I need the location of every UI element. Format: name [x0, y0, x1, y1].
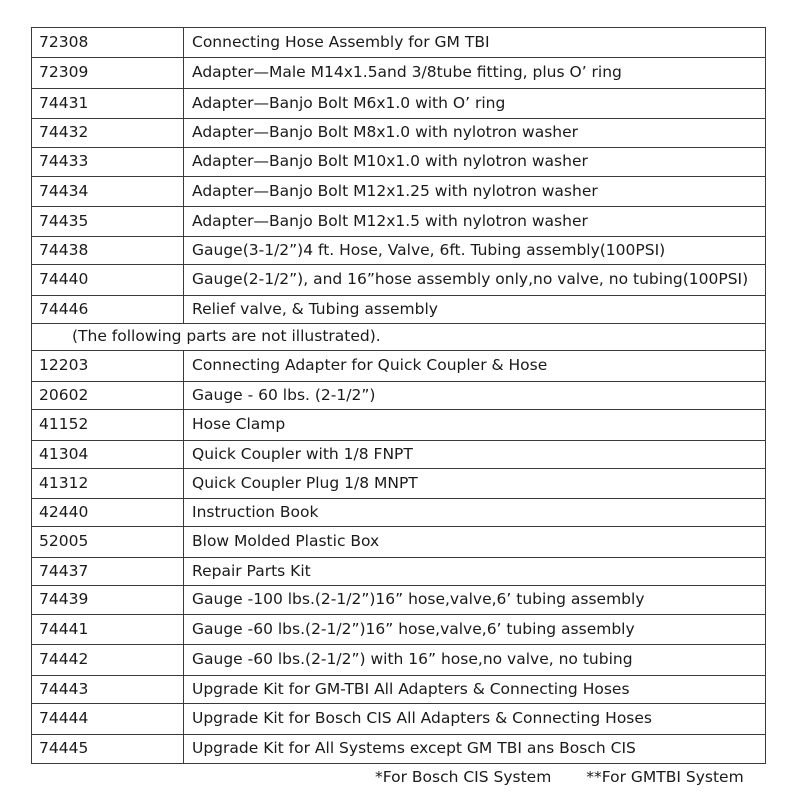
part-description: Quick Coupler Plug 1/8 MNPT: [184, 469, 766, 499]
part-description: Quick Coupler with 1/8 FNPT: [184, 441, 766, 469]
part-description: Adapter—Banjo Bolt M8x1.0 with nylotron washer: [184, 119, 766, 148]
table-row: [32, 469, 766, 499]
table-row: [32, 148, 766, 177]
part-number: 41152: [32, 410, 184, 441]
part-number: 72309: [32, 58, 184, 89]
part-number: 12203: [32, 351, 184, 382]
part-number: 41304: [32, 441, 184, 469]
table-row: [32, 89, 766, 119]
part-number: 74432: [32, 119, 184, 148]
table-row: [32, 177, 766, 207]
table-row: [32, 645, 766, 676]
table-row: [32, 586, 766, 615]
table-row: [32, 119, 766, 148]
part-description: Gauge -100 lbs.(2-1/2”)16” hose,valve,6’ tubing assembly: [184, 586, 766, 615]
parts-table: [31, 27, 766, 764]
part-description: Upgrade Kit for GM-TBI All Adapters & Connecting Hoses: [184, 676, 766, 704]
part-description: Adapter—Banjo Bolt M12x1.25 with nylotron washer: [184, 177, 766, 207]
part-description: Blow Molded Plastic Box: [184, 527, 766, 558]
table-row: [32, 615, 766, 645]
part-number: 74440: [32, 265, 184, 296]
part-description: Repair Parts Kit: [184, 558, 766, 586]
table-row: [32, 676, 766, 704]
table-row: [32, 441, 766, 469]
part-number: 74435: [32, 207, 184, 237]
footnote-gmtbi: **For GMTBI System: [586, 768, 744, 786]
table-row: [32, 207, 766, 237]
table-row: [32, 382, 766, 410]
part-number: 52005: [32, 527, 184, 558]
part-description: Relief valve, & Tubing assembly: [184, 296, 766, 324]
table-row: [32, 410, 766, 441]
part-number: 74437: [32, 558, 184, 586]
part-description: Upgrade Kit for All Systems except GM TBI ans Bosch CIS: [184, 735, 766, 764]
part-number: 74431: [32, 89, 184, 119]
table-row: [32, 558, 766, 586]
table-row: [32, 735, 766, 764]
part-description: Gauge -60 lbs.(2-1/2”) with 16” hose,no valve, no tubing: [184, 645, 766, 676]
part-number: 74438: [32, 237, 184, 265]
part-number: 74446: [32, 296, 184, 324]
table-row: [32, 704, 766, 735]
parts-table-body: [32, 28, 766, 764]
part-description: Gauge(2-1/2”), and 16”hose assembly only,no valve, no tubing(100PSI): [184, 265, 766, 296]
part-number: 74444: [32, 704, 184, 735]
table-row: [32, 237, 766, 265]
table-row: [32, 527, 766, 558]
table-row: [32, 296, 766, 324]
part-description: Adapter—Male M14x1.5and 3/8tube fitting, plus O’ ring: [184, 58, 766, 89]
part-number: 20602: [32, 382, 184, 410]
part-description: Gauge - 60 lbs. (2-1/2”): [184, 382, 766, 410]
table-row: [32, 351, 766, 382]
part-description: Adapter—Banjo Bolt M12x1.5 with nylotron washer: [184, 207, 766, 237]
table-row: [32, 265, 766, 296]
part-description: Gauge(3-1/2”)4 ft. Hose, Valve, 6ft. Tubing assembly(100PSI): [184, 237, 766, 265]
part-number: 74433: [32, 148, 184, 177]
footnote-bosch: *For Bosch CIS System: [375, 768, 552, 786]
not-illustrated-note: (The following parts are not illustrated).: [32, 324, 766, 351]
part-description: Connecting Adapter for Quick Coupler & Hose: [184, 351, 766, 382]
part-number: 74441: [32, 615, 184, 645]
part-number: 74445: [32, 735, 184, 764]
part-number: 74443: [32, 676, 184, 704]
table-row: [32, 58, 766, 89]
note-row: [32, 324, 766, 351]
table-row: [32, 499, 766, 527]
part-number: 74442: [32, 645, 184, 676]
part-number: 74434: [32, 177, 184, 207]
part-number: 74439: [32, 586, 184, 615]
footnotes: [375, 768, 775, 786]
part-description: Instruction Book: [184, 499, 766, 527]
part-description: Connecting Hose Assembly for GM TBI: [184, 28, 766, 58]
part-description: Upgrade Kit for Bosch CIS All Adapters & Connecting Hoses: [184, 704, 766, 735]
part-number: 41312: [32, 469, 184, 499]
part-description: Adapter—Banjo Bolt M10x1.0 with nylotron washer: [184, 148, 766, 177]
table-row: [32, 28, 766, 58]
part-number: 72308: [32, 28, 184, 58]
part-description: Adapter—Banjo Bolt M6x1.0 with O’ ring: [184, 89, 766, 119]
part-number: 42440: [32, 499, 184, 527]
part-description: Hose Clamp: [184, 410, 766, 441]
part-description: Gauge -60 lbs.(2-1/2”)16” hose,valve,6’ tubing assembly: [184, 615, 766, 645]
